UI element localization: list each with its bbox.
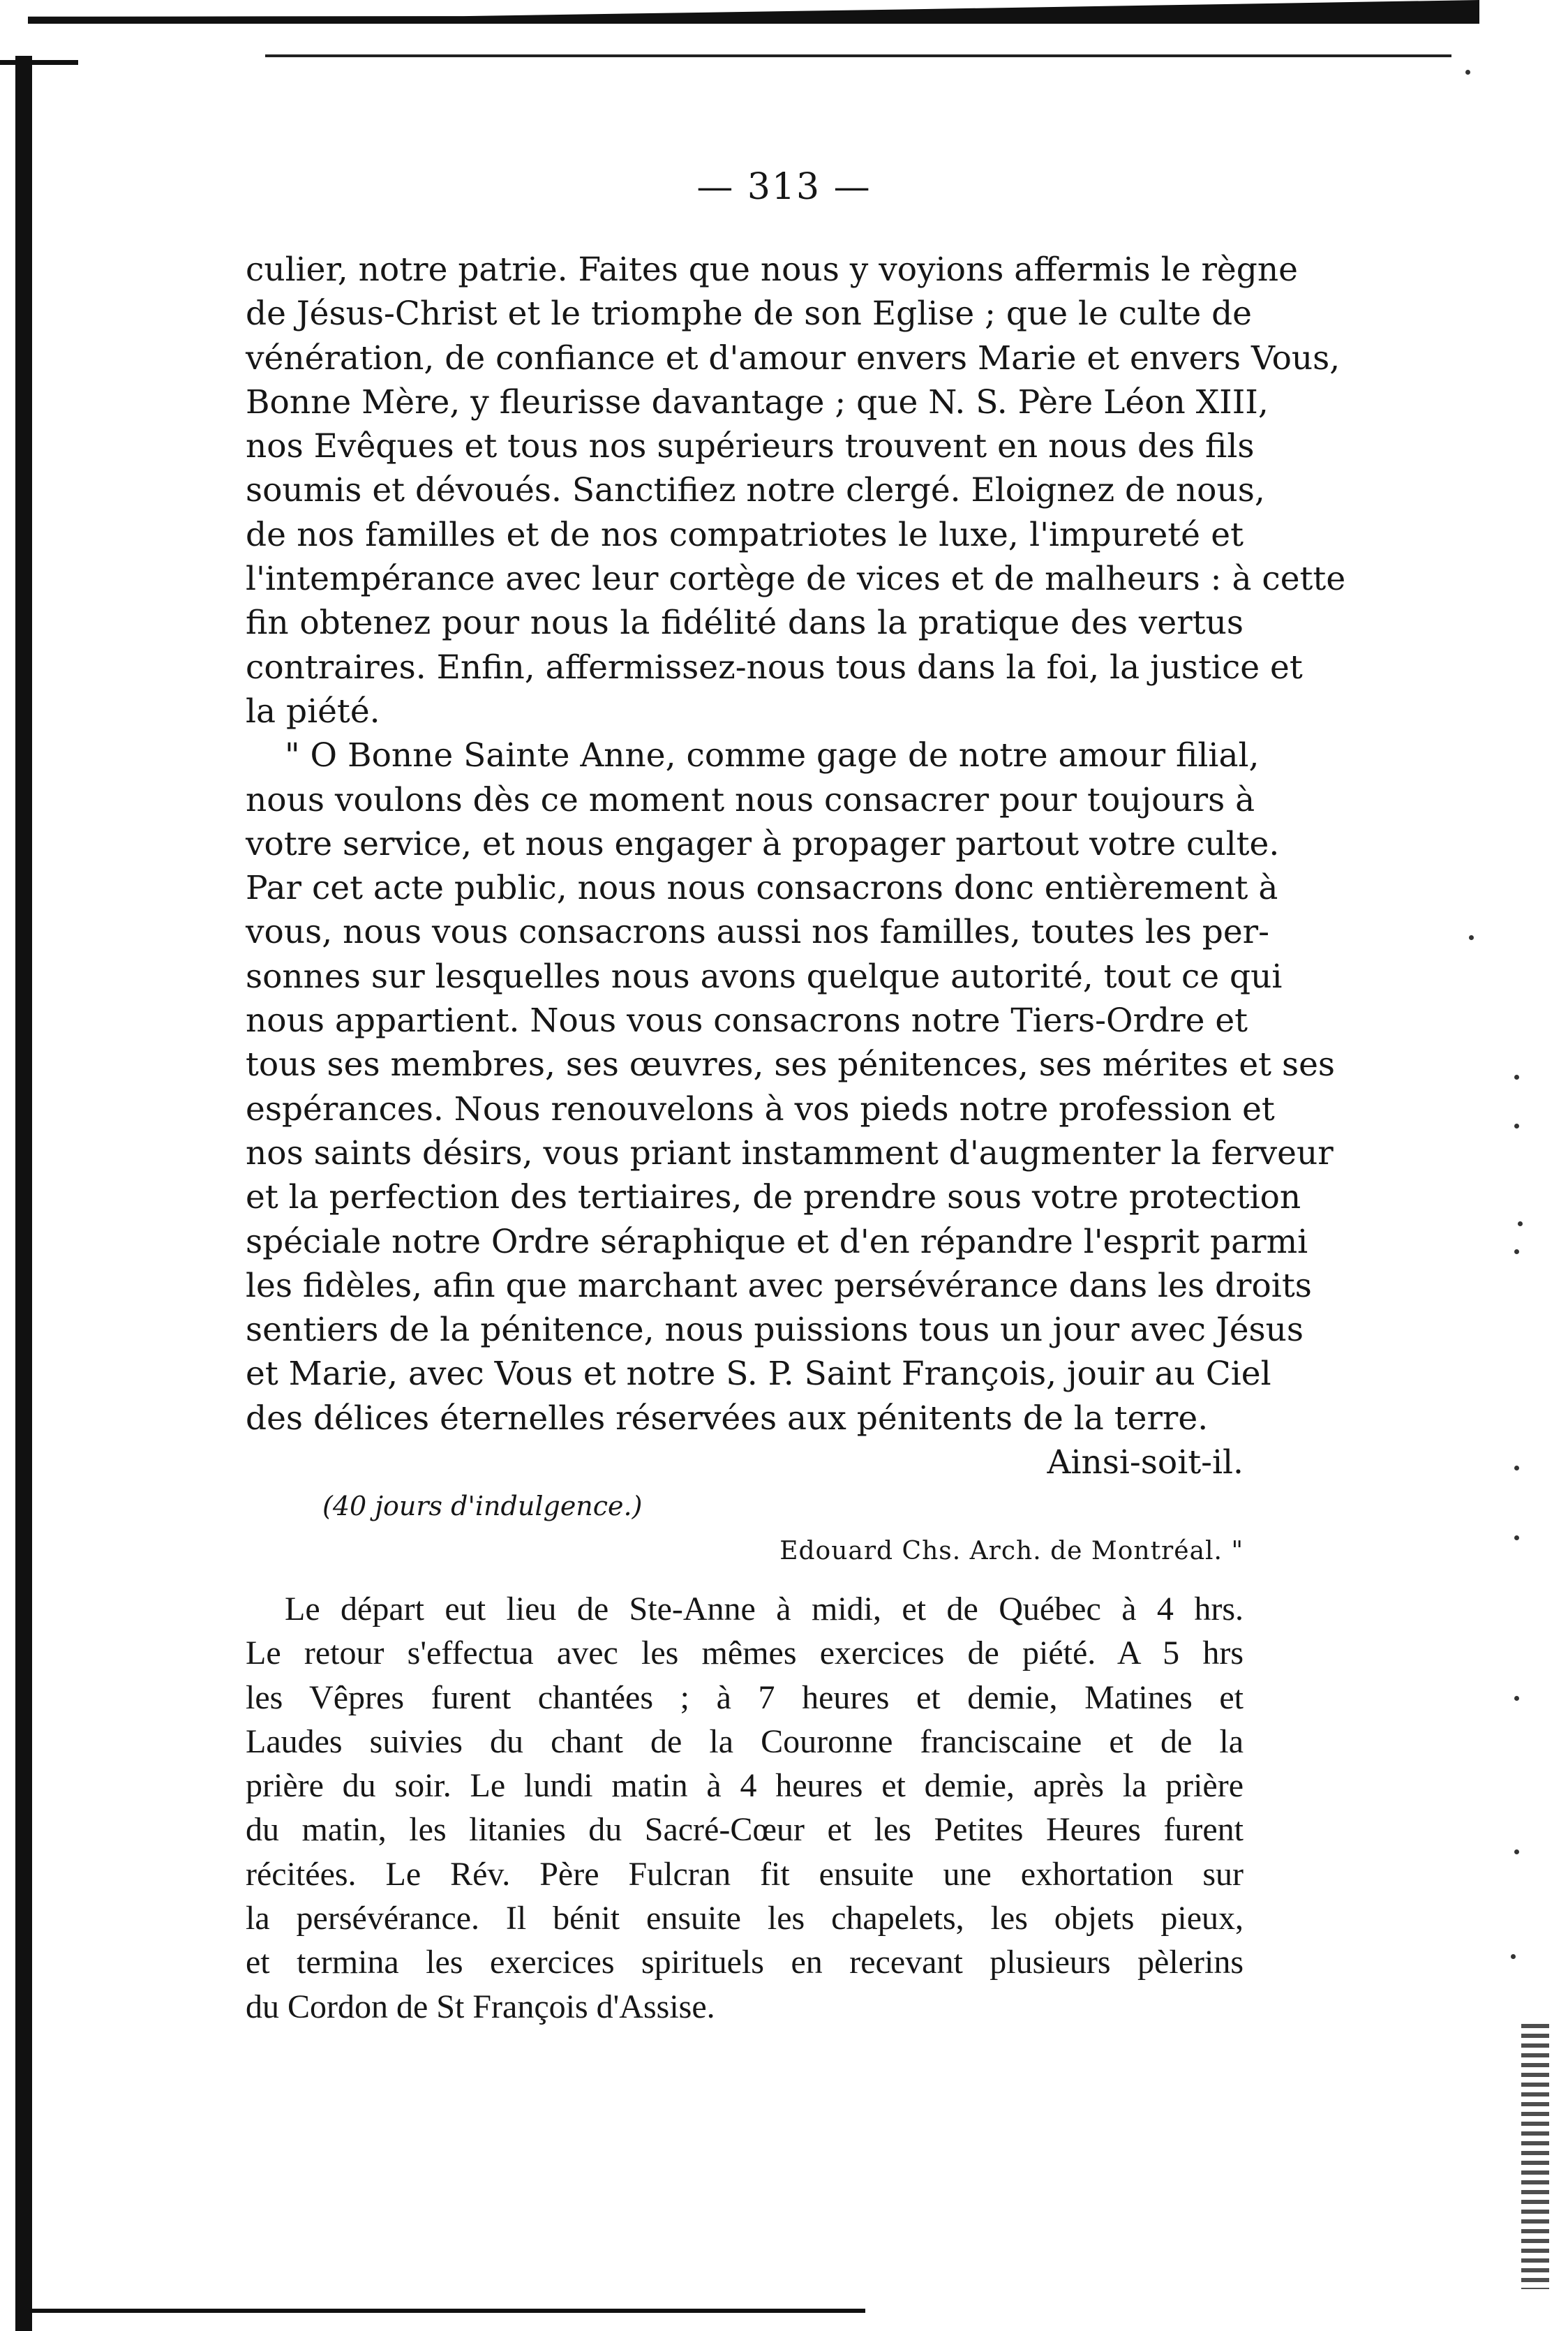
text-line: sonnes sur lesquelles nous avons quelque autorité, tout ce qui xyxy=(246,957,1283,996)
scan-speck xyxy=(1514,1249,1519,1254)
scan-speck xyxy=(1514,1124,1519,1129)
text-line: sentiers de la pénitence, nous puissions tous un jour avec Jésus xyxy=(246,1311,1304,1350)
text-line: Bonne Mère, y fleurisse davantage ; que N. S. Père Léon XIII, xyxy=(246,382,1269,422)
scan-speck xyxy=(1514,1075,1519,1080)
text-line: votre service, et nous engager à propager partout votre culte. xyxy=(246,824,1280,863)
text-line: récitées. Le Rév. Père Fulcran fit ensuite une exhortation sur xyxy=(246,1855,1244,1893)
text-line: Le retour s'effectua avec les mêmes exercices de piété. A 5 hrs xyxy=(246,1634,1244,1672)
scan-speck xyxy=(1469,935,1474,940)
text-line: les Vêpres furent chantées ; à 7 heures et demie, Matines et xyxy=(246,1678,1244,1716)
text-line: de Jésus-Christ et le triomphe de son Eglise ; que le culte de xyxy=(246,295,1252,334)
scan-speck xyxy=(1518,1221,1523,1226)
text-line: du Cordon de St François d'Assise. xyxy=(246,1988,715,2025)
scan-rule-bottom xyxy=(28,2309,865,2313)
text-line: Par cet acte public, nous nous consacrons donc entièrement à xyxy=(246,869,1278,908)
text-line: la piété. xyxy=(246,692,380,731)
text-line: contraires. Enfin, affermissez-nous tous dans la foi, la justice et xyxy=(246,648,1303,687)
text-line: du matin, les litanies du Sacré-Cœur et les Petites Heures furent xyxy=(246,1811,1244,1849)
text-line: de nos familles et de nos compatriotes le luxe, l'impureté et xyxy=(246,515,1244,554)
text-line: prière du soir. Le lundi matin à 4 heures et demie, après la prière xyxy=(246,1767,1244,1805)
text-line: soumis et dévoués. Sanctifiez notre clergé. Eloignez de nous, xyxy=(246,471,1265,510)
scan-rule-top xyxy=(265,54,1451,57)
scan-speck xyxy=(1514,1535,1519,1540)
text-line: tous ses membres, ses œuvres, ses pénitences, ses mérites et ses xyxy=(246,1045,1336,1085)
text-line: vous, nous vous consacrons aussi nos familles, toutes les per- xyxy=(246,913,1270,952)
scan-border-top xyxy=(28,0,1479,24)
text-line: vénération, de confiance et d'amour envers Marie et envers Vous, xyxy=(246,338,1341,378)
paragraph-prayer-end xyxy=(246,248,1346,733)
scan-marks-right xyxy=(1521,2024,1549,2289)
text-line: nous appartient. Nous vous consacrons notre Tiers-Ordre et xyxy=(246,1001,1248,1041)
text-line: nous voulons dès ce moment nous consacrer pour toujours à xyxy=(246,780,1255,819)
scan-speck xyxy=(1514,1696,1519,1701)
text-line: spéciale notre Ordre séraphique et d'en répandre l'esprit parmi xyxy=(246,1222,1308,1261)
text-line: et Marie, avec Vous et notre S. P. Saint François, jouir au Ciel xyxy=(246,1355,1271,1394)
paragraph-consecration xyxy=(246,733,1336,1573)
archbishop-signature: Edouard Chs. Arch. de Montréal. " xyxy=(779,1536,1244,1565)
text-line: les fidèles, afin que marchant avec persévérance dans les droits xyxy=(246,1266,1312,1305)
scan-speck xyxy=(1514,1849,1519,1854)
scan-speck xyxy=(1514,1466,1519,1470)
text-line: espérances. Nous renouvelons à vos pieds notre profession et xyxy=(246,1089,1275,1129)
scan-border-left xyxy=(15,56,32,2331)
text-line: Le départ eut lieu de Ste-Anne à midi, et de Québec à 4 hrs. xyxy=(285,1590,1244,1628)
scan-tick-left xyxy=(0,60,78,65)
text-line: culier, notre patrie. Faites que nous y voyions affermis le règne xyxy=(246,251,1298,289)
text-line: " O Bonne Sainte Anne, comme gage de notre amour filial, xyxy=(285,736,1260,775)
text-line: fin obtenez pour nous la fidélité dans la pratique des vertus xyxy=(246,604,1244,643)
scan-speck xyxy=(1465,70,1470,75)
text-line: Laudes suivies du chant de la Couronne franciscaine et de la xyxy=(246,1722,1244,1760)
body-text xyxy=(246,248,1346,2029)
paragraph-narrative xyxy=(246,1587,1244,2029)
text-line: et termina les exercices spirituels en recevant plusieurs pèlerins xyxy=(246,1944,1244,1981)
text-line: l'intempérance avec leur cortège de vices et de malheurs : à cette xyxy=(246,560,1346,599)
scan-speck xyxy=(1511,1954,1516,1959)
text-line: nos saints désirs, vous priant instamment d'augmenter la ferveur xyxy=(246,1133,1334,1172)
page-number: — 313 — xyxy=(696,166,872,208)
text-line: et la perfection des tertiaires, de prendre sous votre protection xyxy=(246,1178,1301,1217)
text-line: la persévérance. Il bénit ensuite les chapelets, les objets pieux, xyxy=(246,1899,1244,1937)
indulgence-note: (40 jours d'indulgence.) xyxy=(322,1491,643,1522)
closing-amen: Ainsi-soit-il. xyxy=(1047,1443,1244,1482)
text-line: nos Evêques et tous nos supérieurs trouvent en nous des fils xyxy=(246,427,1255,466)
paragraph-gap xyxy=(246,1573,1244,1587)
text-line: des délices éternelles réservées aux pénitents de la terre. xyxy=(246,1399,1209,1438)
